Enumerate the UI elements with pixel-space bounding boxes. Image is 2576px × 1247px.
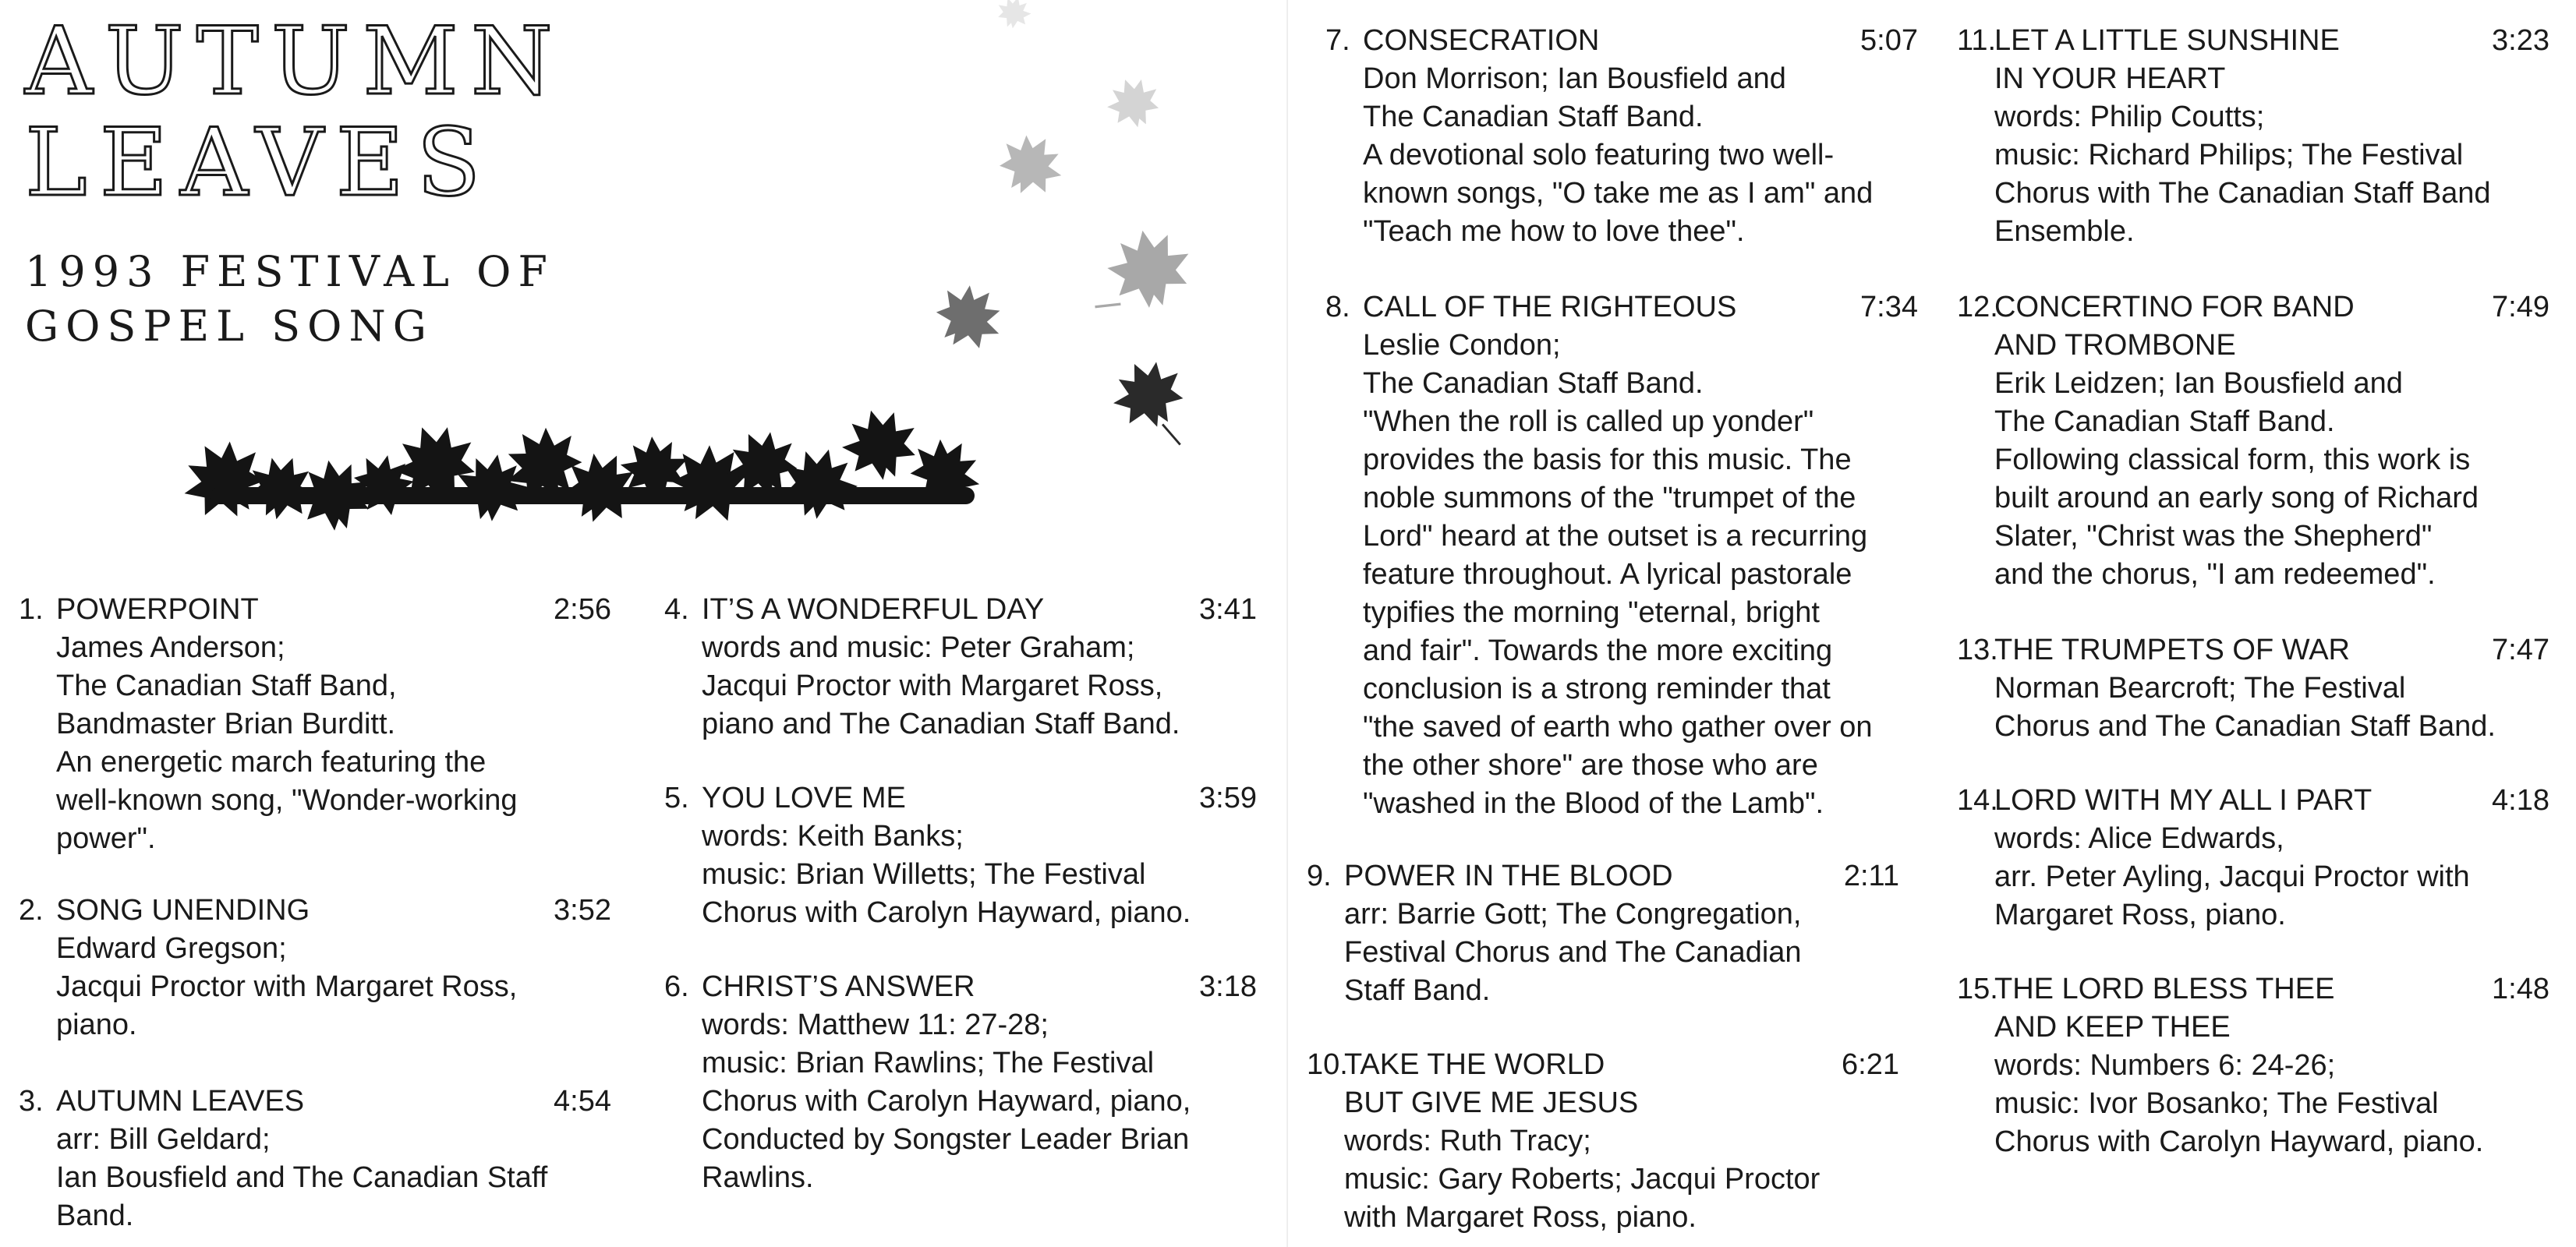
track-title: THE TRUMPETS OF WAR: [1994, 634, 2350, 666]
track-title: POWER IN THE BLOOD: [1344, 860, 1673, 892]
track-6: [664, 968, 1257, 1197]
track-number: 11.: [1957, 24, 1997, 57]
track-duration: 4:18: [2492, 784, 2549, 817]
album-title-line1: AUTUMN: [25, 8, 565, 116]
track-number: 2.: [19, 894, 44, 927]
track-body: [702, 779, 1257, 932]
track-credit-line: Ensemble.: [1994, 215, 2135, 248]
track-4: [664, 591, 1257, 744]
track-credit-line: Chorus with Carolyn Hayward, piano.: [1994, 1125, 2484, 1158]
track-title: LET A LITTLE SUNSHINE: [1994, 24, 2340, 57]
track-number: 8.: [1325, 291, 1350, 323]
track-12: [1957, 288, 2549, 594]
track-title: TAKE THE WORLD: [1344, 1048, 1605, 1081]
track-number: 3.: [19, 1085, 44, 1118]
track-credit-line: A devotional solo featuring two well-: [1363, 139, 1835, 171]
track-credit-line: Conducted by Songster Leader Brian: [702, 1123, 1190, 1156]
track-credit-line: words and music: Peter Graham;: [702, 631, 1135, 664]
track-8: [1325, 288, 1918, 823]
track-9: [1307, 857, 1899, 1010]
track-credit-line: Norman Bearcroft; The Festival: [1994, 672, 2406, 705]
track-number: 13.: [1957, 634, 1998, 666]
track-body: [56, 591, 611, 858]
track-3: [19, 1083, 611, 1235]
track-credit-line: feature throughout. A lyrical pastorale: [1363, 558, 1852, 591]
track-credit-line: arr. Peter Ayling, Jacqui Proctor with: [1994, 860, 2470, 893]
track-number: 10.: [1307, 1048, 1348, 1081]
track-credit-line: Chorus with Carolyn Hayward, piano.: [702, 896, 1191, 929]
track-credit-line: conclusion is a strong reminder that: [1363, 673, 1831, 705]
track-duration: 3:52: [554, 894, 611, 927]
track-credit-line: "Teach me how to love thee".: [1363, 215, 1745, 248]
track-credit-line: Festival Chorus and The Canadian: [1344, 936, 1802, 969]
track-credit-line: music: Brian Rawlins; The Festival: [702, 1047, 1155, 1079]
track-credit-line: arr: Bill Geldard;: [56, 1123, 271, 1156]
track-credit-line: music: Ivor Bosanko; The Festival: [1994, 1087, 2439, 1120]
track-5: [664, 779, 1257, 932]
track-credit-line: "When the roll is called up yonder": [1363, 405, 1814, 438]
track-body: [1994, 288, 2549, 594]
track-credit-line: Following classical form, this work is: [1994, 443, 2471, 476]
track-13: [1957, 631, 2549, 746]
track-title: YOU LOVE ME: [702, 782, 906, 814]
track-credit-line: Band.: [56, 1199, 134, 1232]
track-15: [1957, 970, 2549, 1161]
track-credit-line: noble summons of the "trumpet of the: [1363, 482, 1856, 514]
track-credit-line: typifies the morning "eternal, bright: [1363, 596, 1820, 629]
track-10: [1307, 1046, 1899, 1237]
falling-leaf: [993, 0, 1034, 32]
album-subtitle-line2: GOSPEL SONG: [25, 302, 433, 351]
track-duration: 5:07: [1860, 24, 1918, 57]
track-title: BUT GIVE ME JESUS: [1344, 1086, 1639, 1119]
track-credit-line: Jacqui Proctor with Margaret Ross,: [702, 669, 1163, 702]
track-title: AND TROMBONE: [1994, 329, 2236, 362]
track-credit-line: Chorus and The Canadian Staff Band.: [1994, 710, 2496, 743]
track-duration: 1:48: [2492, 973, 2549, 1005]
track-credit-line: Staff Band.: [1344, 974, 1491, 1007]
track-duration: 6:21: [1842, 1048, 1899, 1081]
track-credit-line: words: Matthew 11: 27-28;: [702, 1009, 1049, 1041]
track-14: [1957, 782, 2549, 934]
falling-leaf: [923, 271, 1015, 363]
track-credit-line: Slater, "Christ was the Shepherd": [1994, 520, 2433, 553]
track-credit-line: The Canadian Staff Band,: [56, 669, 397, 702]
track-credit-line: well-known song, "Wonder-working: [56, 784, 518, 817]
track-credit-line: Erik Leidzen; Ian Bousfield and: [1994, 367, 2403, 400]
track-body: [56, 892, 611, 1044]
track-number: 5.: [664, 782, 689, 814]
track-2: [19, 892, 611, 1044]
album-title-line2: LEAVES: [25, 109, 494, 217]
track-title: POWERPOINT: [56, 593, 259, 626]
track-body: [1344, 857, 1899, 1010]
track-body: [1994, 631, 2549, 746]
track-duration: 3:41: [1199, 593, 1257, 626]
track-number: 15.: [1957, 973, 1998, 1005]
track-credit-line: arr: Barrie Gott; The Congregation,: [1344, 898, 1802, 931]
track-credit-line: power".: [56, 822, 156, 855]
track-credit-line: with Margaret Ross, piano.: [1344, 1201, 1697, 1234]
track-credit-line: words: Keith Banks;: [702, 820, 964, 853]
track-credit-line: "washed in the Blood of the Lamb".: [1363, 787, 1824, 820]
track-credit-line: Lord" heard at the outset is a recurring: [1363, 520, 1868, 553]
track-duration: 3:18: [1199, 970, 1257, 1003]
track-title: CONCERTINO FOR BAND: [1994, 291, 2355, 323]
track-credit-line: known songs, "O take me as I am" and: [1363, 177, 1874, 210]
track-credit-line: and fair". Towards the more exciting: [1363, 634, 1833, 667]
track-number: 6.: [664, 970, 689, 1003]
falling-leaf: [989, 123, 1074, 207]
track-credit-line: Bandmaster Brian Burditt.: [56, 708, 396, 740]
track-body: [1994, 22, 2549, 251]
track-duration: 2:56: [554, 593, 611, 626]
track-credit-line: music: Richard Philips; The Festival: [1994, 139, 2464, 171]
track-body: [56, 1083, 611, 1235]
falling-leaf: [1084, 224, 1197, 317]
track-title: CALL OF THE RIGHTEOUS: [1363, 291, 1737, 323]
album-subtitle-line1: 1993 FESTIVAL OF: [25, 247, 554, 296]
track-credit-line: Don Morrison; Ian Bousfield and: [1363, 62, 1786, 95]
track-title: AND KEEP THEE: [1994, 1011, 2231, 1044]
track-credit-line: Chorus with Carolyn Hayward, piano,: [702, 1085, 1191, 1118]
track-duration: 3:59: [1199, 782, 1257, 814]
track-credit-line: built around an early song of Richard: [1994, 482, 2479, 514]
track-title: IN YOUR HEART: [1994, 62, 2226, 95]
track-body: [1994, 782, 2549, 934]
track-credit-line: words: Numbers 6: 24-26;: [1994, 1049, 2336, 1082]
track-number: 14.: [1957, 784, 1998, 817]
track-credit-line: The Canadian Staff Band.: [1363, 101, 1704, 133]
track-credit-line: music: Brian Willetts; The Festival: [702, 858, 1146, 891]
right-panel: [1288, 0, 2576, 1247]
track-duration: 7:34: [1860, 291, 1918, 323]
track-number: 7.: [1325, 24, 1350, 57]
track-credit-line: and the chorus, "I am redeemed".: [1994, 558, 2436, 591]
track-credit-line: piano and The Canadian Staff Band.: [702, 708, 1180, 740]
track-credit-line: Rawlins.: [702, 1161, 814, 1194]
track-credit-line: music: Gary Roberts; Jacqui Proctor: [1344, 1163, 1821, 1196]
track-body: [1363, 288, 1918, 823]
track-body: [702, 968, 1257, 1197]
track-credit-line: words: Ruth Tracy;: [1344, 1125, 1591, 1157]
track-credit-line: The Canadian Staff Band.: [1994, 405, 2335, 438]
track-credit-line: provides the basis for this music. The: [1363, 443, 1852, 476]
track-credit-line: An energetic march featuring the: [56, 746, 487, 779]
track-credit-line: Edward Gregson;: [56, 932, 287, 965]
track-credit-line: Jacqui Proctor with Margaret Ross,: [56, 970, 518, 1003]
track-body: [1344, 1046, 1899, 1237]
track-title: CHRIST’S ANSWER: [702, 970, 975, 1003]
track-number: 12.: [1957, 291, 1998, 323]
track-credit-line: the other shore" are those who are: [1363, 749, 1818, 782]
track-number: 1.: [19, 593, 44, 626]
track-number: 9.: [1307, 860, 1332, 892]
track-7: [1325, 22, 1918, 251]
track-credit-line: Leslie Condon;: [1363, 329, 1561, 362]
track-duration: 4:54: [554, 1085, 611, 1118]
track-title: LORD WITH MY ALL I PART: [1994, 784, 2373, 817]
track-credit-line: The Canadian Staff Band.: [1363, 367, 1704, 400]
track-credit-line: "the saved of earth who gather over on: [1363, 711, 1873, 744]
track-body: [1994, 970, 2549, 1161]
falling-leaves-illustration: [179, 0, 1216, 546]
falling-leaf: [1100, 71, 1166, 135]
track-credit-line: Chorus with The Canadian Staff Band: [1994, 177, 2491, 210]
track-credit-line: words: Philip Coutts;: [1994, 101, 2265, 133]
track-body: [702, 591, 1257, 744]
track-title: SONG UNENDING: [56, 894, 310, 927]
track-1: [19, 591, 611, 858]
track-title: IT’S A WONDERFUL DAY: [702, 593, 1045, 626]
track-credit-line: words: Alice Edwards,: [1994, 822, 2284, 855]
track-title: THE LORD BLESS THEE: [1994, 973, 2335, 1005]
track-11: [1957, 22, 2549, 251]
track-duration: 2:11: [1843, 860, 1899, 892]
track-duration: 3:23: [2492, 24, 2549, 57]
track-title: AUTUMN LEAVES: [56, 1085, 305, 1118]
track-credit-line: Ian Bousfield and The Canadian Staff: [56, 1161, 548, 1194]
track-body: [1363, 22, 1918, 251]
track-credit-line: Margaret Ross, piano.: [1994, 899, 2286, 931]
track-credit-line: James Anderson;: [56, 631, 285, 664]
track-duration: 7:47: [2492, 634, 2549, 666]
track-title: CONSECRATION: [1363, 24, 1600, 57]
track-duration: 7:49: [2492, 291, 2549, 323]
track-number: 4.: [664, 593, 689, 626]
falling-leaf: [1102, 349, 1206, 463]
track-credit-line: piano.: [56, 1009, 137, 1041]
leaf-garland: [179, 401, 993, 539]
